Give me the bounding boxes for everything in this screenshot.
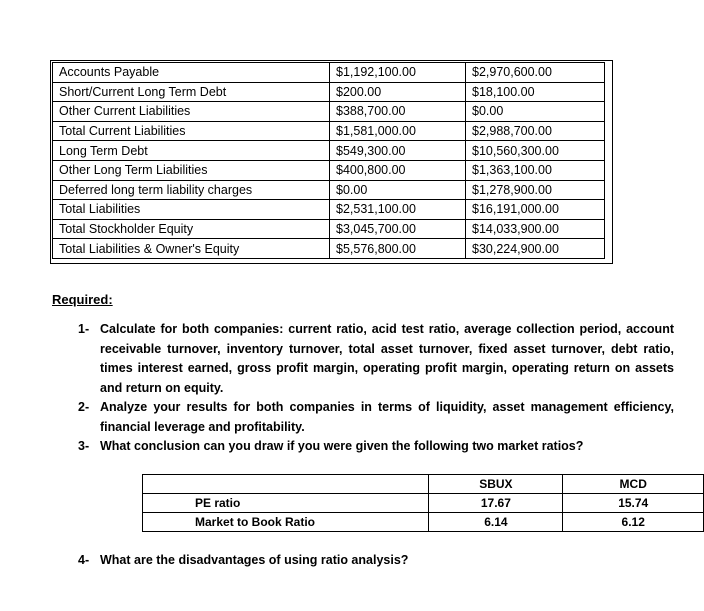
company-1-value: $0.00: [330, 180, 466, 200]
line-item-label: Deferred long term liability charges: [53, 180, 330, 200]
table-row: [53, 141, 605, 161]
question-text: What conclusion can you draw if you were given the following two market ratios?: [100, 439, 584, 453]
balance-sheet-table: [52, 62, 605, 259]
company-2-value: $2,988,700.00: [466, 121, 605, 141]
table-row: [143, 513, 704, 532]
question-text: Analyze your results for both companies in terms of liquidity, asset management efficiency, financial leverage and profitability.: [100, 400, 674, 434]
line-item-label: Total Liabilities & Owner's Equity: [53, 239, 330, 259]
header-cell: [143, 475, 429, 494]
company-1-value: $1,192,100.00: [330, 63, 466, 83]
company-1-value: $5,576,800.00: [330, 239, 466, 259]
question-text: What are the disadvantages of using ratio analysis?: [100, 553, 409, 567]
question-number: 3-: [78, 439, 90, 453]
company-1-value: $400,800.00: [330, 160, 466, 180]
line-item-label: Total Stockholder Equity: [53, 219, 330, 239]
table-row: [53, 180, 605, 200]
company-1-value: $1,581,000.00: [330, 121, 466, 141]
question-item: [78, 398, 674, 437]
question-text: Calculate for both companies: current ratio, acid test ratio, average collection period, account receivable turnover, inventory turnover, total asset turnover, fixed asset turnover, debt ratio, times interest earned, gross profit margin, operating profit margin, operating return on assets and return on equity.: [100, 322, 674, 395]
header-cell-mcd: MCD: [563, 475, 704, 494]
company-2-value: $2,970,600.00: [466, 63, 605, 83]
question-number: 1-: [78, 322, 90, 336]
table-row: [53, 200, 605, 220]
market-ratios-header-row: [143, 475, 704, 494]
market-ratios-table: [142, 474, 704, 532]
question-list: [78, 320, 674, 457]
question-number: 4-: [78, 553, 90, 567]
line-item-label: Short/Current Long Term Debt: [53, 82, 330, 102]
header-cell-sbux: SBUX: [429, 475, 563, 494]
company-2-value: $14,033,900.00: [466, 219, 605, 239]
line-item-label: Other Current Liabilities: [53, 102, 330, 122]
line-item-label: Total Current Liabilities: [53, 121, 330, 141]
table-row: [53, 63, 605, 83]
company-1-value: $388,700.00: [330, 102, 466, 122]
ratio-value-mcd: 6.12: [563, 513, 704, 532]
company-2-value: $1,278,900.00: [466, 180, 605, 200]
question-item: [78, 437, 674, 457]
table-row: [53, 239, 605, 259]
table-row: [53, 160, 605, 180]
company-2-value: $18,100.00: [466, 82, 605, 102]
line-item-label: Other Long Term Liabilities: [53, 160, 330, 180]
company-1-value: $549,300.00: [330, 141, 466, 161]
question-item: [78, 553, 408, 567]
required-heading: Required:: [52, 292, 113, 307]
company-2-value: $0.00: [466, 102, 605, 122]
line-item-label: Long Term Debt: [53, 141, 330, 161]
ratio-label: Market to Book Ratio: [143, 513, 429, 532]
company-1-value: $200.00: [330, 82, 466, 102]
company-2-value: $1,363,100.00: [466, 160, 605, 180]
ratio-label: PE ratio: [143, 494, 429, 513]
line-item-label: Total Liabilities: [53, 200, 330, 220]
company-2-value: $16,191,000.00: [466, 200, 605, 220]
table-row: [53, 82, 605, 102]
table-row: [53, 102, 605, 122]
question-number: 2-: [78, 400, 90, 414]
ratio-value-sbux: 6.14: [429, 513, 563, 532]
company-2-value: $10,560,300.00: [466, 141, 605, 161]
company-1-value: $3,045,700.00: [330, 219, 466, 239]
table-row: [53, 121, 605, 141]
ratio-value-sbux: 17.67: [429, 494, 563, 513]
question-item: [78, 320, 674, 398]
table-row: [53, 219, 605, 239]
ratio-value-mcd: 15.74: [563, 494, 704, 513]
line-item-label: Accounts Payable: [53, 63, 330, 83]
company-2-value: $30,224,900.00: [466, 239, 605, 259]
table-row: [143, 494, 704, 513]
company-1-value: $2,531,100.00: [330, 200, 466, 220]
